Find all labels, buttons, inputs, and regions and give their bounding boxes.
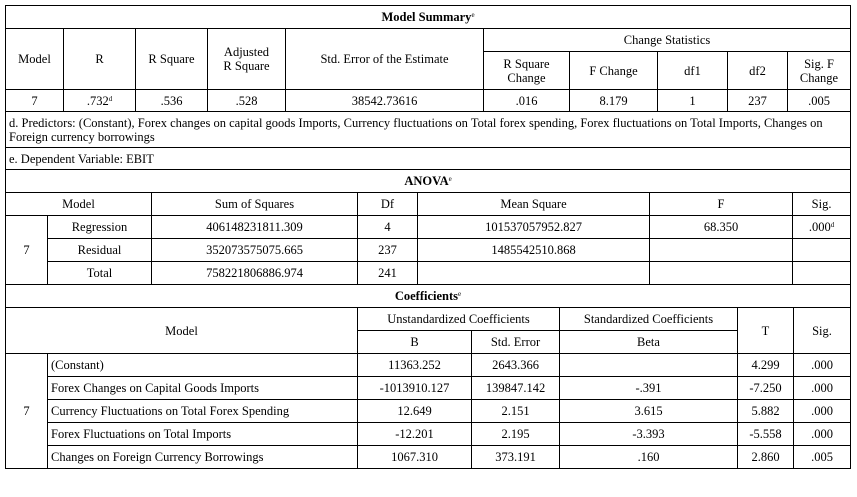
anova-cell-sig [793, 262, 851, 285]
anova-cell-sig: .000$^d$ [793, 216, 851, 239]
coef-row-name: Forex Fluctuations on Total Imports [48, 423, 358, 446]
header-std-error: Std. Error of the Estimate [286, 29, 484, 90]
coef-cell-t: 5.882 [738, 400, 794, 423]
cell-df2: 237 [728, 90, 788, 112]
model-summary-row [6, 90, 851, 112]
coef-cell-beta: -.391 [560, 377, 738, 400]
coef-cell-beta [560, 354, 738, 377]
anova-cell-f [650, 239, 793, 262]
coef-cell-sig: .000 [794, 354, 851, 377]
coef-cell-sig: .000 [794, 377, 851, 400]
coef-cell-b: 11363.252 [358, 354, 472, 377]
anova-row-name: Total [48, 262, 152, 285]
coef-header-sig: Sig. [794, 308, 851, 354]
model-summary-title: Model Summary$^e$ [6, 6, 851, 29]
coef-cell-beta: -3.393 [560, 423, 738, 446]
anova-table [5, 169, 851, 285]
anova-header-model: Model [6, 193, 152, 216]
coef-header-unstandardized: Unstandardized Coefficients [358, 308, 560, 331]
anova-row-residual [6, 239, 851, 262]
anova-row-total [6, 262, 851, 285]
header-sig-f-change: Sig. F Change [788, 52, 851, 90]
coef-model-number: 7 [6, 354, 48, 469]
coef-row-name: Forex Changes on Capital Goods Imports [48, 377, 358, 400]
coef-row [6, 400, 851, 423]
coef-cell-b: 12.649 [358, 400, 472, 423]
anova-cell-df: 237 [358, 239, 418, 262]
cell-sig-f-change: .005 [788, 90, 851, 112]
anova-model-number: 7 [6, 216, 48, 285]
coef-cell-sig: .005 [794, 446, 851, 469]
anova-row-regression [6, 216, 851, 239]
header-r: R [64, 29, 136, 90]
coef-header-b: B [358, 331, 472, 354]
coef-cell-beta: .160 [560, 446, 738, 469]
anova-cell-ss: 406148231811.309 [152, 216, 358, 239]
anova-header-df: Df [358, 193, 418, 216]
coef-cell-sig: .000 [794, 400, 851, 423]
coefficients-title: Coefficients$^e$ [6, 285, 851, 308]
coef-cell-t: 2.860 [738, 446, 794, 469]
coef-cell-se: 2643.366 [472, 354, 560, 377]
header-df1: df1 [658, 52, 728, 90]
coef-cell-t: -5.558 [738, 423, 794, 446]
anova-title: ANOVA$^e$ [6, 170, 851, 193]
coef-cell-se: 373.191 [472, 446, 560, 469]
coef-header-std-error: Std. Error [472, 331, 560, 354]
coef-cell-se: 2.195 [472, 423, 560, 446]
coef-cell-b: -1013910.127 [358, 377, 472, 400]
coef-row-name: Changes on Foreign Currency Borrowings [48, 446, 358, 469]
anova-cell-df: 4 [358, 216, 418, 239]
dependent-variable-note: e. Dependent Variable: EBIT [6, 148, 851, 170]
header-r-square: R Square [136, 29, 208, 90]
cell-r-square-change: .016 [484, 90, 570, 112]
coef-cell-sig: .000 [794, 423, 851, 446]
coef-header-beta: Beta [560, 331, 738, 354]
coef-header-standardized: Standardized Coefficients [560, 308, 738, 331]
header-df2: df2 [728, 52, 788, 90]
coef-row [6, 446, 851, 469]
header-r-square-change: R Square Change [484, 52, 570, 90]
anova-cell-ms: 1485542510.868 [418, 239, 650, 262]
anova-cell-ms: 101537057952.827 [418, 216, 650, 239]
coef-header-t: T [738, 308, 794, 354]
anova-cell-f: 68.350 [650, 216, 793, 239]
model-summary-table [5, 5, 851, 170]
cell-model: 7 [6, 90, 64, 112]
coef-row [6, 423, 851, 446]
coefficients-table [5, 284, 851, 469]
coef-cell-b: -12.201 [358, 423, 472, 446]
cell-r: .732$^d$ [64, 90, 136, 112]
header-change-statistics: Change Statistics [484, 29, 851, 52]
cell-std-error: 38542.73616 [286, 90, 484, 112]
coef-cell-se: 2.151 [472, 400, 560, 423]
cell-adjusted-r-square: .528 [208, 90, 286, 112]
coef-cell-beta: 3.615 [560, 400, 738, 423]
coef-row-name: Currency Fluctuations on Total Forex Spending [48, 400, 358, 423]
anova-cell-f [650, 262, 793, 285]
coef-cell-t: -7.250 [738, 377, 794, 400]
cell-f-change: 8.179 [570, 90, 658, 112]
coef-cell-t: 4.299 [738, 354, 794, 377]
anova-row-name: Regression [48, 216, 152, 239]
anova-row-name: Residual [48, 239, 152, 262]
coef-row [6, 354, 851, 377]
anova-cell-ss: 758221806886.974 [152, 262, 358, 285]
anova-cell-ss: 352073575075.665 [152, 239, 358, 262]
coef-header-model: Model [6, 308, 358, 354]
anova-cell-df: 241 [358, 262, 418, 285]
anova-header-f: F [650, 193, 793, 216]
anova-cell-ms [418, 262, 650, 285]
coef-row-name: (Constant) [48, 354, 358, 377]
predictors-note: d. Predictors: (Constant), Forex changes on capital goods Imports, Currency fluctuations on Total forex spending, Forex fluctuations on Total Imports, Changes on Foreign currency borrowings [6, 112, 851, 148]
coef-row [6, 377, 851, 400]
statistics-output [5, 5, 850, 469]
header-adjusted-r-square: Adjusted R Square [208, 29, 286, 90]
anova-header-sum-of-squares: Sum of Squares [152, 193, 358, 216]
header-model: Model [6, 29, 64, 90]
coef-cell-se: 139847.142 [472, 377, 560, 400]
anova-header-mean-square: Mean Square [418, 193, 650, 216]
coef-cell-b: 1067.310 [358, 446, 472, 469]
anova-header-sig: Sig. [793, 193, 851, 216]
anova-cell-sig [793, 239, 851, 262]
cell-r-square: .536 [136, 90, 208, 112]
header-f-change: F Change [570, 52, 658, 90]
cell-df1: 1 [658, 90, 728, 112]
